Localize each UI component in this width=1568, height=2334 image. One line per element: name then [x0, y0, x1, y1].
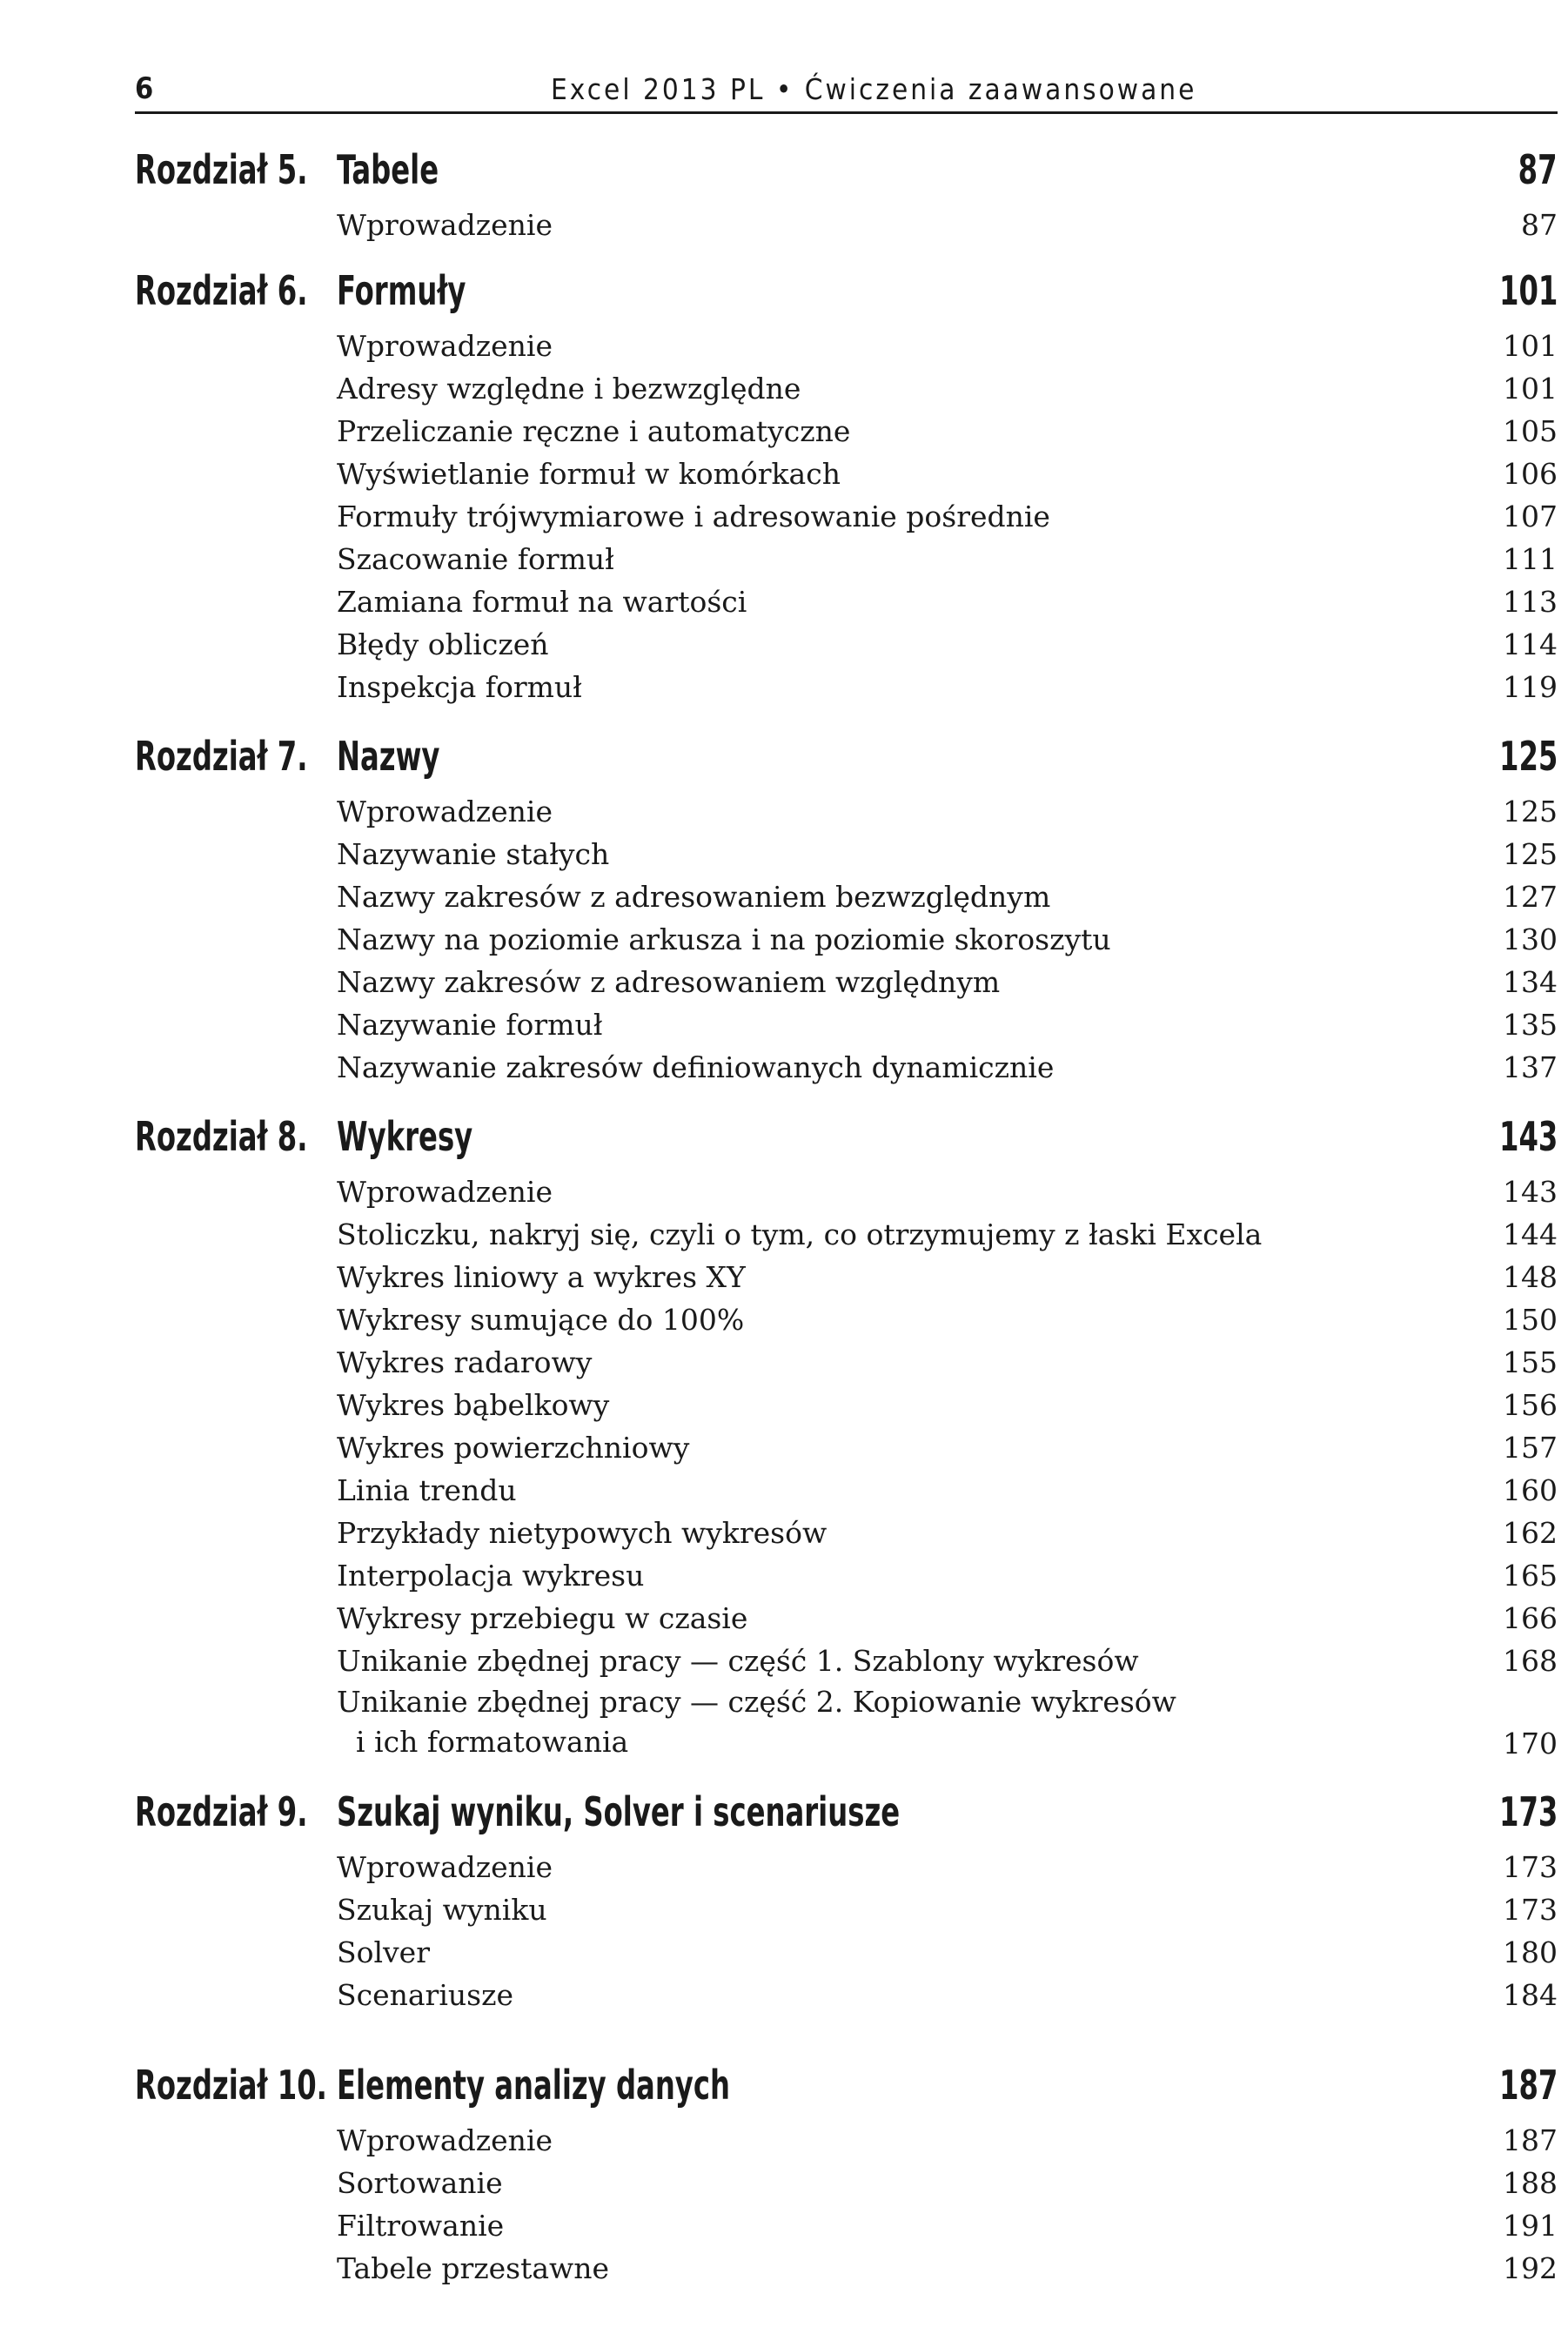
- entry-page-number: 125: [1503, 837, 1558, 871]
- toc-entry[interactable]: [135, 1846, 1558, 1888]
- entry-title: Wprowadzenie: [337, 1175, 553, 1209]
- chapter: [135, 1097, 1558, 1766]
- entry-page-number: 162: [1503, 1516, 1558, 1550]
- entry-page-number: 155: [1503, 1345, 1558, 1379]
- entry-page-number: 180: [1503, 1935, 1558, 1969]
- chapter-label: Rozdział 5.: [135, 146, 308, 193]
- toc-entry[interactable]: [135, 1426, 1558, 1469]
- toc-entry[interactable]: [135, 538, 1558, 580]
- entry-title: Wykres liniowy a wykres XY: [337, 1260, 746, 1294]
- chapter: [135, 131, 1558, 246]
- toc-entry[interactable]: [135, 1298, 1558, 1341]
- entry-page-number: 173: [1503, 1850, 1558, 1884]
- entry-title: Przeliczanie ręczne i automatyczne: [337, 414, 851, 448]
- entry-page-number: 135: [1503, 1008, 1558, 1042]
- chapter-heading[interactable]: [135, 1773, 1558, 1846]
- toc-entry[interactable]: [135, 453, 1558, 495]
- entry-title: Wykres radarowy: [337, 1345, 593, 1379]
- toc-entry[interactable]: [135, 410, 1558, 453]
- entry-title: Szacowanie formuł: [337, 542, 614, 576]
- entry-page-number: 114: [1503, 627, 1558, 661]
- entry-title: Solver: [337, 1935, 430, 1969]
- entry-title-line: Unikanie zbędnej pracy — część 2. Kopiowanie wykresów: [337, 1685, 1176, 1719]
- entry-page-number: 134: [1503, 965, 1558, 999]
- toc-entry[interactable]: [135, 2204, 1558, 2247]
- entry-title: Unikanie zbędnej pracy — część 1. Szablony wykresów: [337, 1644, 1139, 1678]
- entry-title: Wykres powierzchniowy: [337, 1431, 690, 1465]
- section-list: [135, 325, 1558, 708]
- page-header: [135, 61, 1558, 114]
- chapter: [135, 1773, 1558, 2016]
- entry-title: Wprowadzenie: [337, 208, 553, 242]
- chapter: [135, 252, 1558, 708]
- entry-page-number: 119: [1503, 670, 1558, 704]
- toc-entry[interactable]: [135, 790, 1558, 833]
- section-list: [135, 204, 1558, 246]
- toc-entry[interactable]: [135, 1888, 1558, 1931]
- entry-title: Zamiana formuł na wartości: [337, 585, 747, 619]
- toc-entry[interactable]: [135, 961, 1558, 1003]
- chapter-label: Rozdział 6.: [135, 267, 308, 314]
- entry-title: Nazwy zakresów z adresowaniem względnym: [337, 965, 1001, 999]
- entry-page-number: 160: [1503, 1473, 1558, 1507]
- entry-title: [337, 1682, 1381, 1762]
- chapter-title: Tabele: [337, 146, 439, 193]
- entry-page-number: 156: [1503, 1388, 1558, 1422]
- section-list: [135, 2119, 1558, 2290]
- chapter-heading[interactable]: [135, 717, 1558, 790]
- chapter-title: Szukaj wyniku, Solver i scenariusze: [337, 1788, 901, 1835]
- toc-entry[interactable]: [135, 1597, 1558, 1640]
- entry-page-number: 101: [1503, 329, 1558, 363]
- entry-title: Wprowadzenie: [337, 329, 553, 363]
- entry-page-number: 165: [1503, 1559, 1558, 1593]
- entry-title: Wprowadzenie: [337, 795, 553, 828]
- entry-title-continuation: i ich formatowania: [356, 1725, 629, 1759]
- entry-page-number: 144: [1503, 1217, 1558, 1251]
- toc-entry[interactable]: [135, 2247, 1558, 2290]
- toc-entry[interactable]: [135, 623, 1558, 666]
- chapter-label: Rozdział 9.: [135, 1788, 308, 1835]
- toc-entry[interactable]: [135, 325, 1558, 367]
- section-list: [135, 1170, 1558, 1766]
- entry-page-number: 105: [1503, 414, 1558, 448]
- entry-title: Linia trendu: [337, 1473, 517, 1507]
- toc-entry[interactable]: [135, 204, 1558, 246]
- page-number: 6: [135, 71, 154, 106]
- toc-entry[interactable]: [135, 2119, 1558, 2162]
- chapter-page-number: 101: [1498, 267, 1558, 314]
- toc-entry[interactable]: [135, 1170, 1558, 1213]
- entry-page-number: 137: [1503, 1050, 1558, 1084]
- chapter-page-number: 173: [1498, 1788, 1558, 1835]
- toc-entry[interactable]: [135, 367, 1558, 410]
- toc-entry[interactable]: [135, 1682, 1558, 1766]
- entry-title: Nazywanie zakresów definiowanych dynamicznie: [337, 1050, 1055, 1084]
- entry-page-number: 113: [1503, 585, 1558, 619]
- entry-title: Formuły trójwymiarowe i adresowanie pośrednie: [337, 500, 1050, 533]
- entry-page-number: 184: [1503, 1978, 1558, 2012]
- toc-entry[interactable]: [135, 1469, 1558, 1512]
- toc-entry[interactable]: [135, 1554, 1558, 1597]
- entry-page-number: 101: [1503, 372, 1558, 406]
- table-of-contents: [135, 131, 1558, 2290]
- entry-page-number: 125: [1503, 795, 1558, 828]
- chapter-label: Rozdział 10.: [135, 2062, 327, 2109]
- entry-page-number: 130: [1503, 922, 1558, 956]
- chapter-label: Rozdział 8.: [135, 1113, 308, 1160]
- entry-title: Wyświetlanie formuł w komórkach: [337, 457, 841, 491]
- entry-page-number: 191: [1503, 2209, 1558, 2243]
- chapter: [135, 2046, 1558, 2290]
- entry-page-number: 150: [1503, 1303, 1558, 1337]
- toc-entry[interactable]: [135, 1003, 1558, 1046]
- toc-entry[interactable]: [135, 833, 1558, 875]
- toc-entry[interactable]: [135, 1931, 1558, 1974]
- entry-page-number: 187: [1503, 2123, 1558, 2157]
- chapter: [135, 717, 1558, 1089]
- chapter-page-number: 125: [1498, 733, 1558, 780]
- chapter-page-number: 87: [1518, 146, 1558, 193]
- chapter-label: Rozdział 7.: [135, 733, 308, 780]
- entry-page-number: 173: [1503, 1893, 1558, 1927]
- entry-title: Adresy względne i bezwzględne: [337, 372, 801, 406]
- entry-title: Filtrowanie: [337, 2209, 505, 2243]
- entry-title: Nazywanie formuł: [337, 1008, 603, 1042]
- entry-title: Wykresy przebiegu w czasie: [337, 1601, 748, 1635]
- toc-entry[interactable]: [135, 1046, 1558, 1089]
- entry-page-number: 127: [1503, 880, 1558, 914]
- entry-title: Błędy obliczeń: [337, 627, 549, 661]
- toc-entry[interactable]: [135, 1341, 1558, 1384]
- entry-title: Szukaj wyniku: [337, 1893, 547, 1927]
- entry-title: Wykres bąbelkowy: [337, 1388, 610, 1422]
- chapter-title: Wykresy: [337, 1113, 473, 1160]
- toc-entry[interactable]: [135, 918, 1558, 961]
- entry-page-number: 87: [1521, 208, 1558, 242]
- toc-entry[interactable]: [135, 580, 1558, 623]
- entry-page-number: 166: [1503, 1601, 1558, 1635]
- entry-title: Interpolacja wykresu: [337, 1559, 645, 1593]
- chapter-heading[interactable]: [135, 2046, 1558, 2119]
- toc-entry[interactable]: [135, 1640, 1558, 1682]
- toc-entry[interactable]: [135, 666, 1558, 708]
- chapter-page-number: 187: [1498, 2062, 1558, 2109]
- entry-title: Scenariusze: [337, 1978, 513, 2012]
- toc-entry[interactable]: [135, 1256, 1558, 1298]
- entry-page-number: 157: [1503, 1431, 1558, 1465]
- entry-title: Wprowadzenie: [337, 2123, 553, 2157]
- chapter-heading[interactable]: [135, 131, 1558, 204]
- chapter-title: Elementy analizy danych: [337, 2062, 730, 2109]
- entry-title: Stoliczku, nakryj się, czyli o tym, co otrzymujemy z łaski Excela: [337, 1217, 1263, 1251]
- toc-entry[interactable]: [135, 1974, 1558, 2016]
- entry-title: Tabele przestawne: [337, 2251, 610, 2285]
- entry-title: Sortowanie: [337, 2166, 503, 2200]
- chapter-page-number: 143: [1498, 1113, 1558, 1160]
- toc-entry[interactable]: [135, 495, 1558, 538]
- entry-page-number: 143: [1503, 1175, 1558, 1209]
- entry-title: Wykresy sumujące do 100%: [337, 1303, 745, 1337]
- entry-page-number: 188: [1503, 2166, 1558, 2200]
- entry-page-number: 168: [1503, 1644, 1558, 1678]
- toc-entry[interactable]: [135, 875, 1558, 918]
- entry-page-number: 107: [1503, 500, 1558, 533]
- entry-title: Przykłady nietypowych wykresów: [337, 1516, 828, 1550]
- entry-page-number: 192: [1503, 2251, 1558, 2285]
- chapter-heading[interactable]: [135, 1097, 1558, 1170]
- entry-page-number: 148: [1503, 1260, 1558, 1294]
- toc-entry[interactable]: [135, 1384, 1558, 1426]
- toc-entry[interactable]: [135, 1213, 1558, 1256]
- section-list: [135, 1846, 1558, 2016]
- entry-title: Nazywanie stałych: [337, 837, 610, 871]
- entry-page-number: 106: [1503, 457, 1558, 491]
- entry-title: Wprowadzenie: [337, 1850, 553, 1884]
- toc-entry[interactable]: [135, 1512, 1558, 1554]
- entry-title: Nazwy na poziomie arkusza i na poziomie skoroszytu: [337, 922, 1111, 956]
- section-list: [135, 790, 1558, 1089]
- toc-entry[interactable]: [135, 2162, 1558, 2204]
- entry-page-number: 170: [1503, 1727, 1558, 1761]
- chapter-title: Formuły: [337, 267, 466, 314]
- chapter-title: Nazwy: [337, 733, 440, 780]
- entry-page-number: 111: [1503, 542, 1558, 576]
- entry-title: Nazwy zakresów z adresowaniem bezwzględnym: [337, 880, 1051, 914]
- running-title: Excel 2013 PL • Ćwiczenia zaawansowane: [551, 72, 1197, 106]
- chapter-heading[interactable]: [135, 252, 1558, 325]
- entry-title: Inspekcja formuł: [337, 670, 582, 704]
